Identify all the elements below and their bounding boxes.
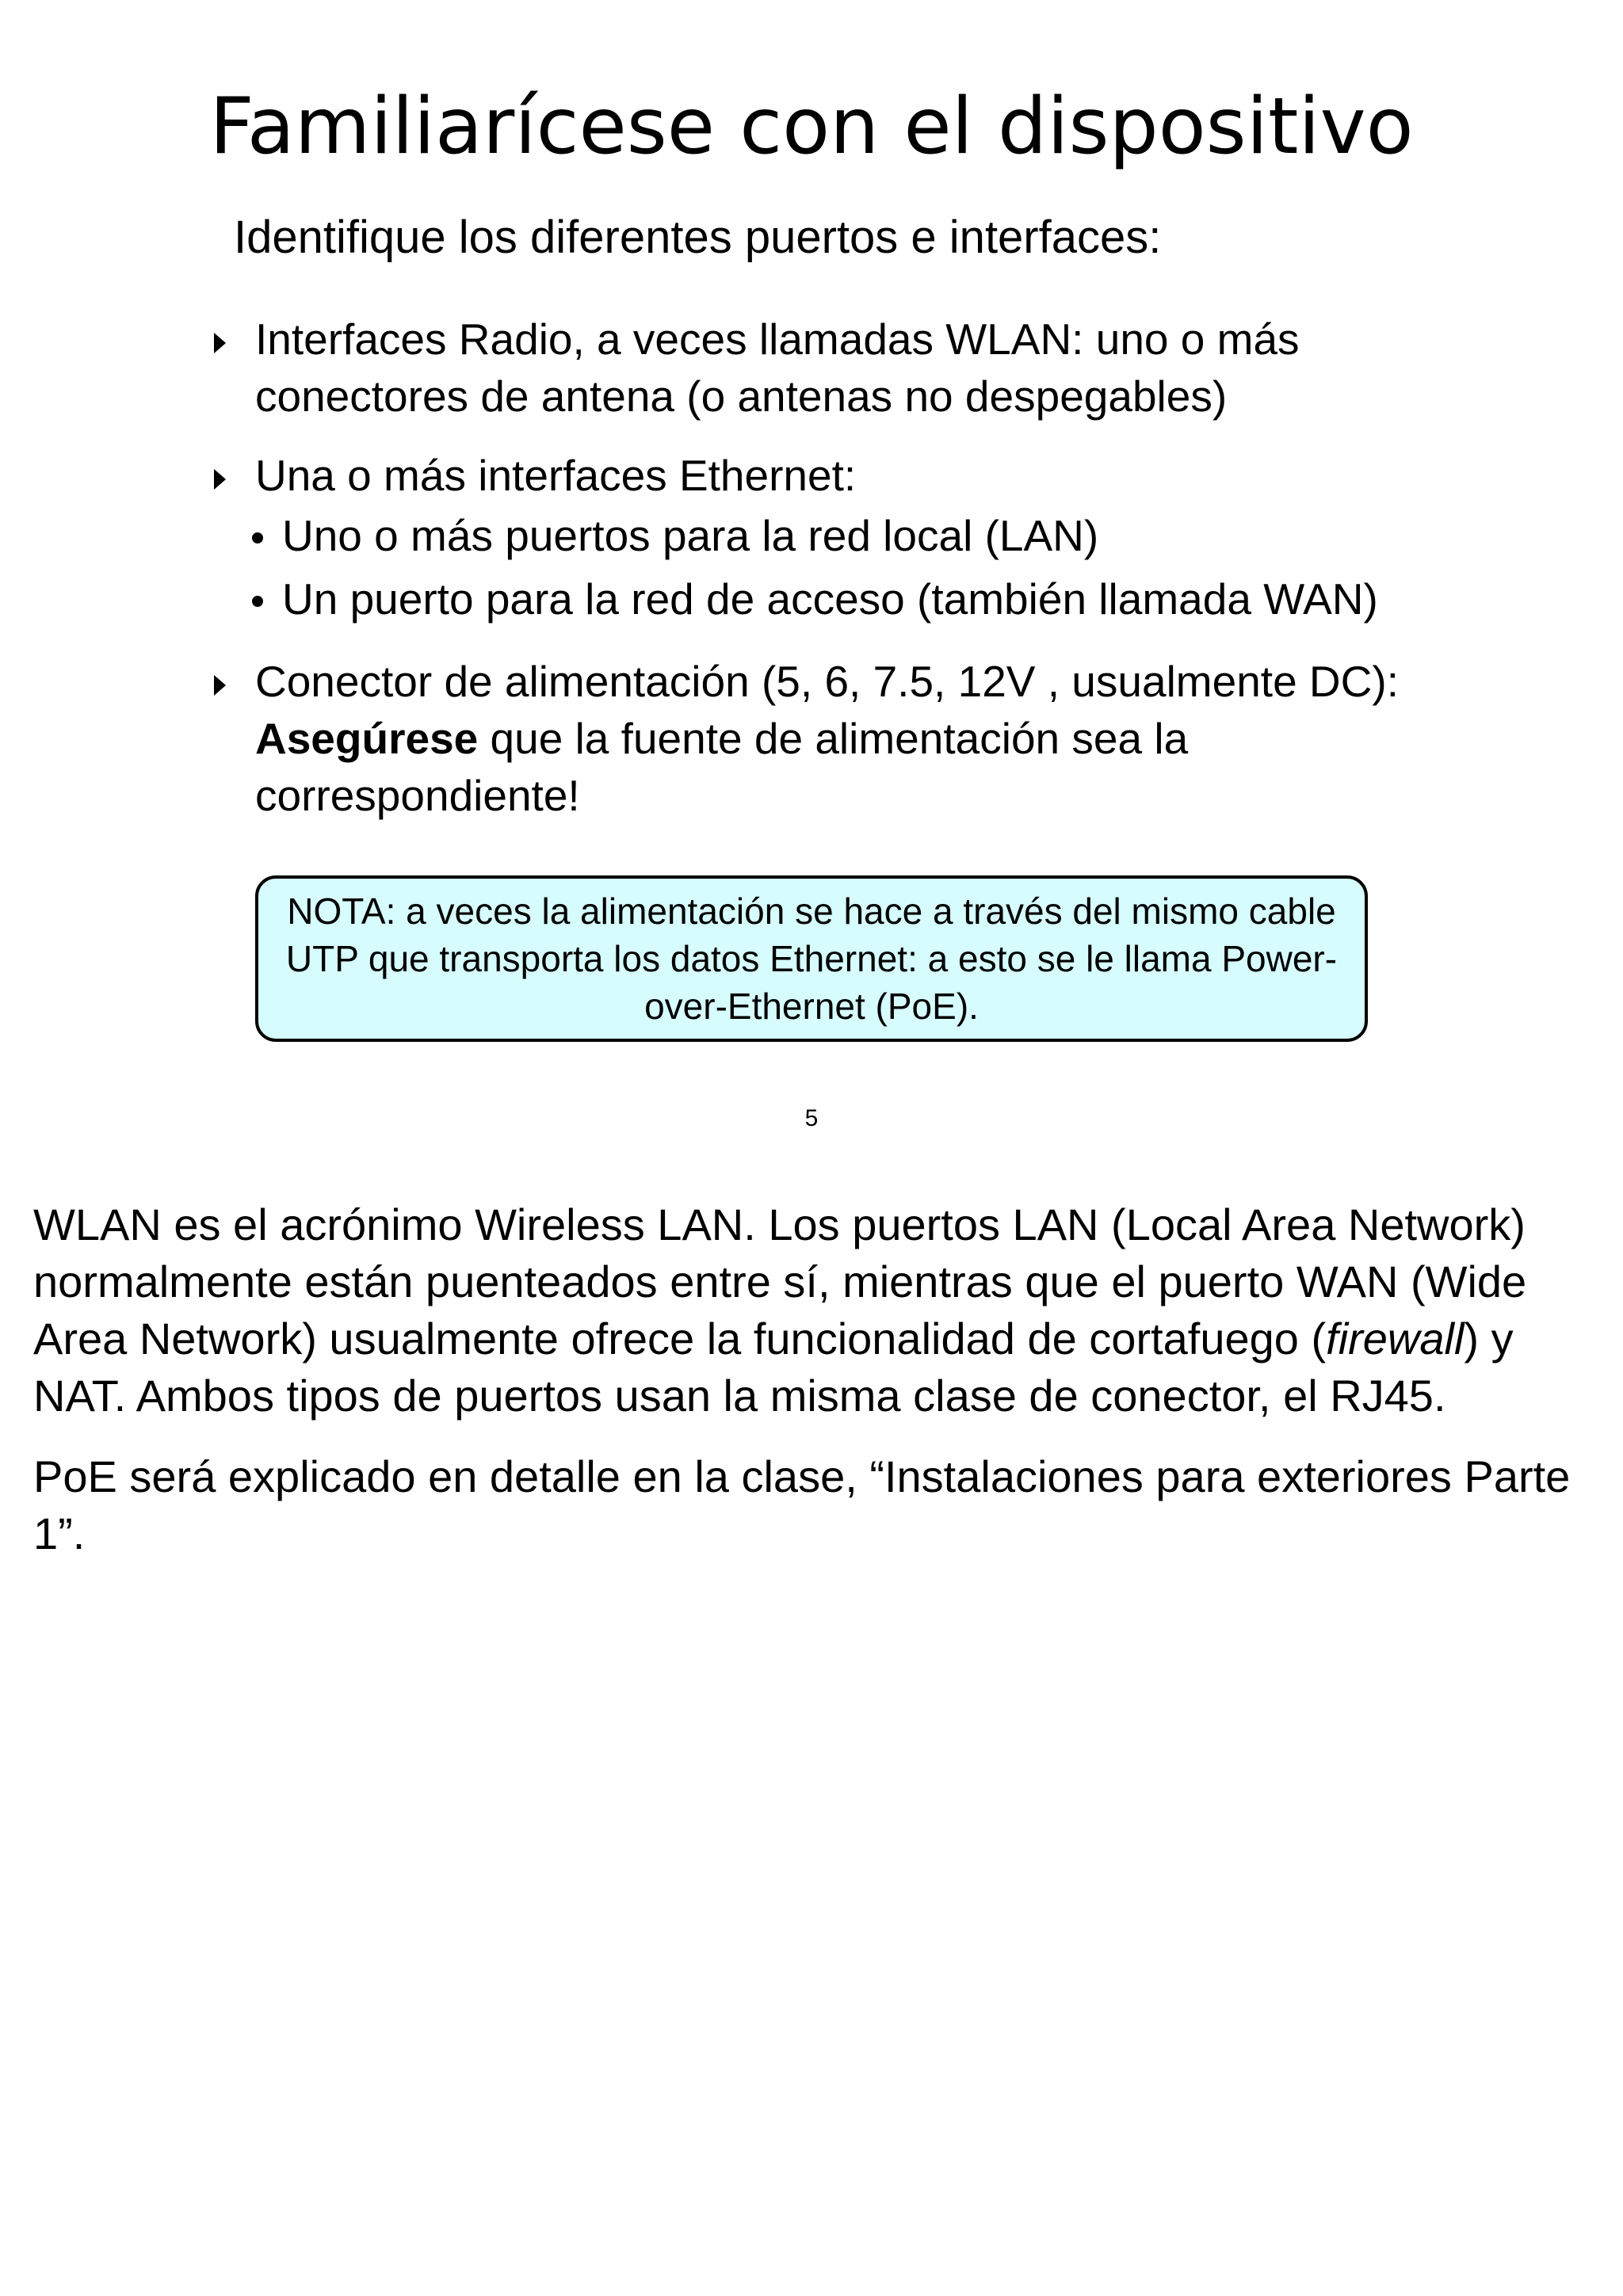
bullet-power-connector — [214, 653, 1482, 824]
slide-title: Familiarícese con el dispositivo — [209, 82, 1414, 172]
notes-italic-text: firewall — [1326, 1314, 1465, 1363]
sub-bullet-text: Un puerto para la red de acceso (también llamada WAN) — [282, 574, 1378, 624]
bullet-list — [214, 311, 1482, 846]
notes-text: ) y NAT. Ambos tipos de puertos usan la misma clase de conector, el RJ45. — [33, 1314, 1514, 1421]
dot-bullet-icon — [252, 532, 263, 543]
note-box — [255, 875, 1368, 1042]
notes-paragraph-2: PoE será explicado en detalle en la clase, “Instalaciones para exteriores Parte 1”. — [33, 1451, 1571, 1558]
bullet-radio-interfaces — [214, 311, 1482, 425]
dot-bullet-icon — [252, 596, 263, 607]
sub-bullet-wan — [247, 567, 1482, 631]
speaker-notes — [33, 1196, 1590, 1586]
bullet-ethernet-interfaces — [214, 447, 1482, 631]
bullet-text: Una o más interfaces Ethernet: — [255, 451, 857, 500]
triangle-bullet-icon — [214, 469, 226, 490]
triangle-bullet-icon — [214, 675, 226, 696]
bullet-text: Conector de alimentación (5, 6, 7.5, 12V , usualmente DC): — [255, 657, 1399, 706]
notes-paragraph-1 — [33, 1196, 1590, 1425]
triangle-bullet-icon — [214, 333, 226, 353]
bullet-text: Interfaces Radio, a veces llamadas WLAN: uno o más conectores de antena (o antenas no despegables) — [255, 315, 1300, 421]
bullet-rest-text: que la fuente de alimentación sea la correspondiente! — [255, 714, 1189, 820]
page-number: 5 — [804, 1105, 819, 1131]
sub-bullet-list — [255, 504, 1482, 631]
slide-subtitle: Identifique los diferentes puertos e interfaces: — [234, 212, 1162, 263]
sub-bullet-text: Uno o más puertos para la red local (LAN) — [282, 511, 1099, 560]
sub-bullet-lan — [247, 504, 1482, 567]
notes-text: WLAN es el acrónimo Wireless LAN. Los puertos LAN (Local Area Network) normalmente están puenteados entre sí, mientras que el puerto WAN (Wide Area Network) usualmente ofrece la funcionalidad de cortafuego ( — [33, 1199, 1527, 1363]
bullet-bold-text: Asegúrese — [255, 714, 479, 763]
note-text: NOTA: a veces la alimentación se hace a través del mismo cable UTP que transporta los datos Ethernet: a esto se le llama Power-over-Ethernet (PoE). — [285, 891, 1338, 1027]
